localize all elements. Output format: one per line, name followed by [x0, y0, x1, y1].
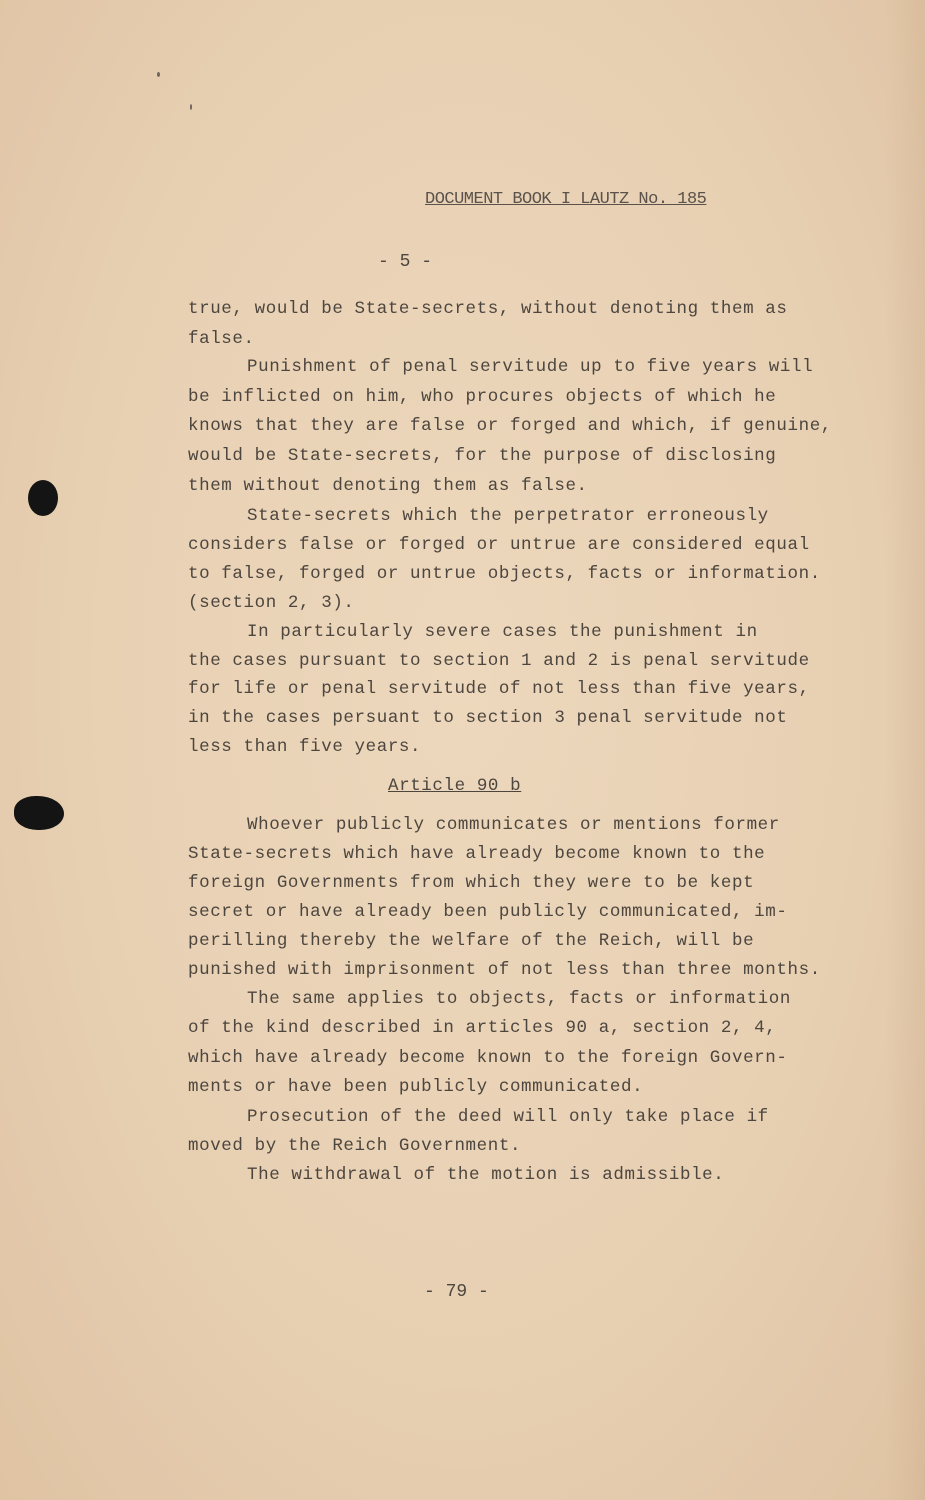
body-line: State-secrets which the perpetrator erroneously — [247, 506, 769, 526]
body-line: of the kind described in articles 90 a, section 2, 4, — [188, 1018, 777, 1038]
body-line: punished with imprisonment of not less than three months. — [188, 960, 821, 980]
body-line: In particularly severe cases the punishment in — [247, 622, 758, 642]
body-line: in the cases persuant to section 3 penal servitude not — [188, 708, 788, 728]
body-line: Whoever publicly communicates or mentions former — [247, 815, 780, 835]
body-line: ments or have been publicly communicated. — [188, 1077, 644, 1097]
paper-speck — [157, 72, 160, 77]
body-line: be inflicted on him, who procures objects of which he — [188, 387, 777, 407]
body-line: The withdrawal of the motion is admissible. — [247, 1165, 725, 1185]
body-line: for life or penal servitude of not less than five years, — [188, 679, 810, 699]
body-line: State-secrets which have already become known to the — [188, 844, 766, 864]
punch-hole-upper — [28, 480, 58, 516]
body-line: the cases pursuant to section 1 and 2 is penal servitude — [188, 651, 810, 671]
body-line: moved by the Reich Government. — [188, 1136, 522, 1156]
body-line: perilling thereby the welfare of the Reich, will be — [188, 931, 755, 951]
page-number-bottom: - 79 - — [424, 1282, 489, 1302]
article-heading: Article 90 b — [388, 776, 522, 796]
document-reference: DOCUMENT BOOK I LAUTZ No. 185 — [425, 190, 707, 209]
body-line: them without denoting them as false. — [188, 476, 588, 496]
punch-hole-lower — [14, 796, 64, 830]
paper-speck — [190, 104, 192, 110]
body-line: to false, forged or untrue objects, facts or information. — [188, 564, 821, 584]
body-line: foreign Governments from which they were to be kept — [188, 873, 755, 893]
body-line: true, would be State-secrets, without denoting them as — [188, 299, 788, 319]
body-line: knows that they are false or forged and which, if genuine, — [188, 416, 832, 436]
page-number-top: - 5 - — [378, 252, 433, 272]
body-line: The same applies to objects, facts or information — [247, 989, 791, 1009]
body-line: would be State-secrets, for the purpose of disclosing — [188, 446, 777, 466]
body-line: less than five years. — [188, 737, 422, 757]
body-line: Prosecution of the deed will only take place if — [247, 1107, 769, 1127]
body-line: (section 2, 3). — [188, 593, 355, 613]
body-line: secret or have already been publicly communicated, im- — [188, 902, 788, 922]
body-line: Punishment of penal servitude up to five years will — [247, 357, 814, 377]
body-line: false. — [188, 329, 255, 349]
body-line: considers false or forged or untrue are considered equal — [188, 535, 810, 555]
body-line: which have already become known to the foreign Govern- — [188, 1048, 788, 1068]
